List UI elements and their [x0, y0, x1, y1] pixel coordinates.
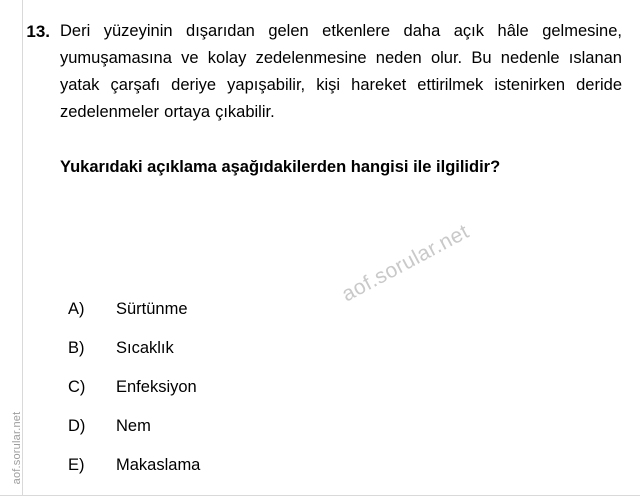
option-a[interactable] [68, 300, 588, 339]
question-text: Deri yüzeyinin dışarıdan gelen etkenlere daha açık hâle gelmesine, yumuşamasına ve kolay zedelenmesine neden olur. Bu nedenle ıslanan yatak çarşafı deriye yapışabilir, kişi hareket ettirilmek istenirken deride zedelenmeler ortaya çıkabilir. [60, 22, 622, 121]
side-watermark: aof.sorular.net [11, 411, 23, 485]
options-list [68, 300, 588, 495]
question-block [18, 18, 622, 181]
option-letter: D) [68, 417, 86, 435]
option-letter: A) [68, 300, 85, 318]
option-letter: C) [68, 378, 86, 396]
question-row [18, 18, 622, 181]
option-letter: B) [68, 339, 85, 357]
option-b[interactable] [68, 339, 588, 378]
option-c[interactable] [68, 378, 588, 417]
option-text: Makaslama [116, 456, 201, 474]
option-text: Sürtünme [116, 300, 188, 318]
option-e[interactable] [68, 456, 588, 495]
option-text: Sıcaklık [116, 339, 174, 357]
option-d[interactable] [68, 417, 588, 456]
option-text: Nem [116, 417, 151, 435]
question-body [60, 18, 622, 181]
question-number: 13. [26, 22, 50, 41]
option-text: Enfeksiyon [116, 378, 197, 396]
diagonal-watermark: aof.sorular.net [338, 219, 473, 307]
question-prompt: Yukarıdaki açıklama aşağıdakilerden hangisi ile ilgilidir? [60, 158, 501, 176]
option-letter: E) [68, 456, 85, 474]
